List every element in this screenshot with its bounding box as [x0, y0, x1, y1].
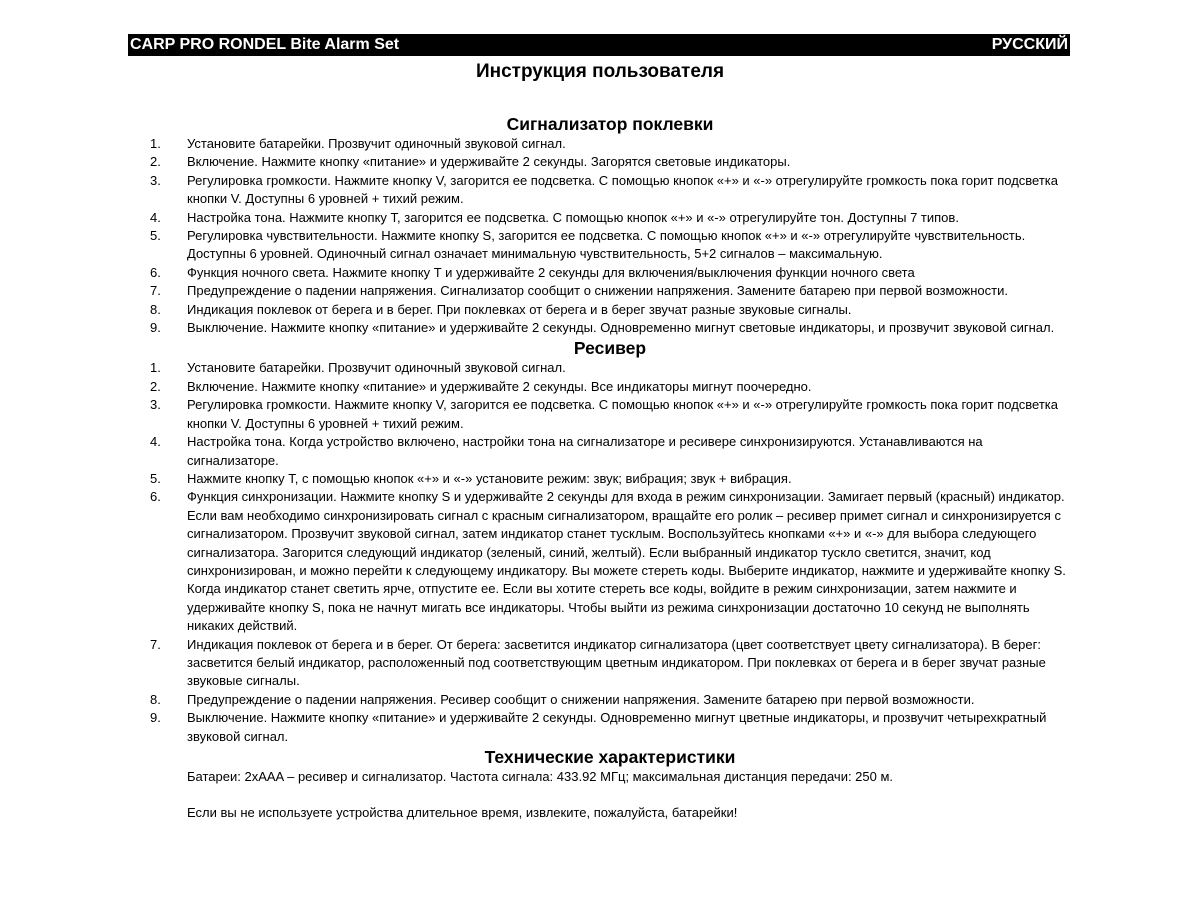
list-item [150, 378, 1070, 396]
list-item-number: 3. [150, 397, 161, 413]
list-item-text: Функция ночного света. Нажмите кнопку T и удерживайте 2 секунды для включения/выключения функции ночного света [187, 264, 915, 280]
list-item-number: 9. [150, 320, 161, 336]
list-item [150, 227, 1070, 264]
list-item-text: Выключение. Нажмите кнопку «питание» и удерживайте 2 секунды. Одновременно мигнут цветные индикаторы, и прозвучит четырехкратный звуковой сигнал. [187, 710, 1047, 744]
list-item-text: Индикация поклевок от берега и в берег. От берега: засветится индикатор сигнализатора (цвет соответствует цвету сигнализатора). В берег: засветится белый индикатор, расположенный под соответствующим цветным индикатором. При поклевках от берега и в берег звучат разные звуковые сигналы. [187, 636, 1046, 689]
specs-text: Батареи: 2xAAA – ресивер и сигнализатор. Частота сигнала: 433.92 МГц; максимальная дистанция передачи: 250 м. [187, 769, 894, 784]
list-item [150, 488, 1070, 635]
list-item [150, 282, 1070, 300]
list-item [150, 359, 1070, 377]
list-item [150, 319, 1070, 337]
list-item-number: 1. [150, 136, 161, 151]
section-title-receiver: Ресивер [573, 338, 647, 359]
battery-note: Если вы не используете устройства длительное время, извлеките, пожалуйста, батарейки! [187, 805, 738, 821]
list-item [150, 264, 1070, 282]
list-item-text: Предупреждение о падении напряжения. Сигнализатор сообщит о снижении напряжения. Замените батарею при первой возможности. [187, 283, 1008, 299]
alarm-instructions-list [150, 135, 1070, 337]
list-item [150, 691, 1070, 709]
list-item [150, 301, 1070, 319]
list-item-number: 9. [150, 710, 161, 726]
list-item-number: 3. [150, 172, 161, 188]
list-item-text: Индикация поклевок от берега и в берег. При поклевках от берега и в берег звучат разные звуковые сигналы. [187, 301, 852, 317]
list-item-number: 6. [150, 489, 161, 505]
language-label: РУССКИЙ [991, 36, 1068, 53]
product-title: CARP PRO RONDEL Bite Alarm Set [130, 36, 400, 53]
list-item-number: 7. [150, 283, 161, 299]
list-item [150, 153, 1070, 171]
list-item-text: Установите батарейки. Прозвучит одиночный звуковой сигнал. [187, 136, 566, 151]
list-item [150, 636, 1070, 691]
document-title: Инструкция пользователя [475, 61, 725, 82]
list-item-number: 8. [150, 301, 161, 317]
list-item-number: 6. [150, 264, 161, 280]
list-item [150, 470, 1070, 488]
content [150, 113, 1070, 823]
list-item-number: 4. [150, 209, 161, 225]
list-item-number: 4. [150, 434, 161, 450]
list-item-number: 5. [150, 470, 161, 486]
list-item-text: Настройка тона. Когда устройство включено, настройки тона на сигнализаторе и ресивере синхронизируются. Устанавливаются на сигнализаторе. [187, 434, 983, 468]
list-item-text: Нажмите кнопку T, с помощью кнопок «+» и «-» установите режим: звук; вибрация; звук + вибрация. [187, 470, 792, 486]
section-title-specs: Технические характеристики [484, 747, 736, 767]
list-item-number: 2. [150, 378, 161, 394]
list-item-text: Установите батарейки. Прозвучит одиночный звуковой сигнал. [187, 360, 566, 376]
list-item-text: Настройка тона. Нажмите кнопку T, загорится ее подсветка. С помощью кнопок «+» и «-» отрегулируйте тон. Доступны 7 типов. [187, 209, 959, 225]
list-item-text: Включение. Нажмите кнопку «питание» и удерживайте 2 секунды. Все индикаторы мигнут поочередно. [187, 378, 812, 394]
list-item-text: Функция синхронизации. Нажмите кнопку S и удерживайте 2 секунды для входа в режим синхронизации. Замигает первый (красный) индикатор. Если вам необходимо синхронизировать сигнал с красным сигнализатором, вращайте его ролик – ресивер примет сигнал и синхронизируется с сигнализатором. Прозвучит звуковой сигнал, затем индикатор станет тусклым. Воспользуйтесь кнопками «+» и «-» для выбора следующего сигнализатора. Загорится следующий индикатор (зеленый, синий, желтый). Если выбранный индикатор тускло светится, значит, код синхронизирован, и можно перейти к следующему индикатору. Вы можете стереть коды. Выберите индикатор, нажмите и удерживайте кнопку S. Когда индикатор станет светить ярче, отпустите ее. Если вы хотите стереть все коды, войдите в режим синхронизации, затем нажмите и удерживайте кнопку S, пока не начнут мигать все индикаторы. Чтобы выйти из режима синхронизации достаточно 10 секунд не выполнять никаких действий. [187, 489, 1066, 634]
list-item-text: Предупреждение о падении напряжения. Ресивер сообщит о снижении напряжения. Замените батарею при первой возможности. [187, 691, 975, 707]
section-title-alarm: Сигнализатор поклевки [506, 114, 714, 134]
list-item-number: 2. [150, 154, 161, 170]
list-item [150, 209, 1070, 227]
list-item-number: 8. [150, 691, 161, 707]
list-item-number: 5. [150, 228, 161, 244]
header-bar [128, 34, 1070, 56]
list-item [150, 709, 1070, 746]
list-item [150, 396, 1070, 433]
list-item-text: Регулировка громкости. Нажмите кнопку V, загорится ее подсветка. С помощью кнопок «+» и «-» отрегулируйте громкость пока горит подсветка кнопки V. Доступны 6 уровней + тихий режим. [187, 172, 1058, 207]
list-item-number: 7. [150, 636, 161, 652]
list-item-text: Регулировка громкости. Нажмите кнопку V, загорится ее подсветка. С помощью кнопок «+» и «-» отрегулируйте громкость пока горит подсветка кнопки V. Доступны 6 уровней + тихий режим. [187, 397, 1058, 431]
receiver-instructions-list [150, 359, 1070, 746]
list-item [150, 433, 1070, 470]
list-item-number: 1. [150, 360, 161, 376]
list-item [150, 135, 1070, 153]
list-item-text: Выключение. Нажмите кнопку «питание» и удерживайте 2 секунды. Одновременно мигнут световые индикаторы, и прозвучит звуковой сигнал. [187, 320, 1055, 336]
list-item [150, 172, 1070, 209]
list-item-text: Включение. Нажмите кнопку «питание» и удерживайте 2 секунды. Загорятся световые индикаторы. [187, 154, 791, 170]
list-item-text: Регулировка чувствительности. Нажмите кнопку S, загорится ее подсветка. С помощью кнопок «+» и «-» отрегулируйте чувствительность. Доступны 6 уровней. Одиночный сигнал означает минимальную чувствительность, 5+2 сигналов – максимальную. [187, 228, 1026, 262]
